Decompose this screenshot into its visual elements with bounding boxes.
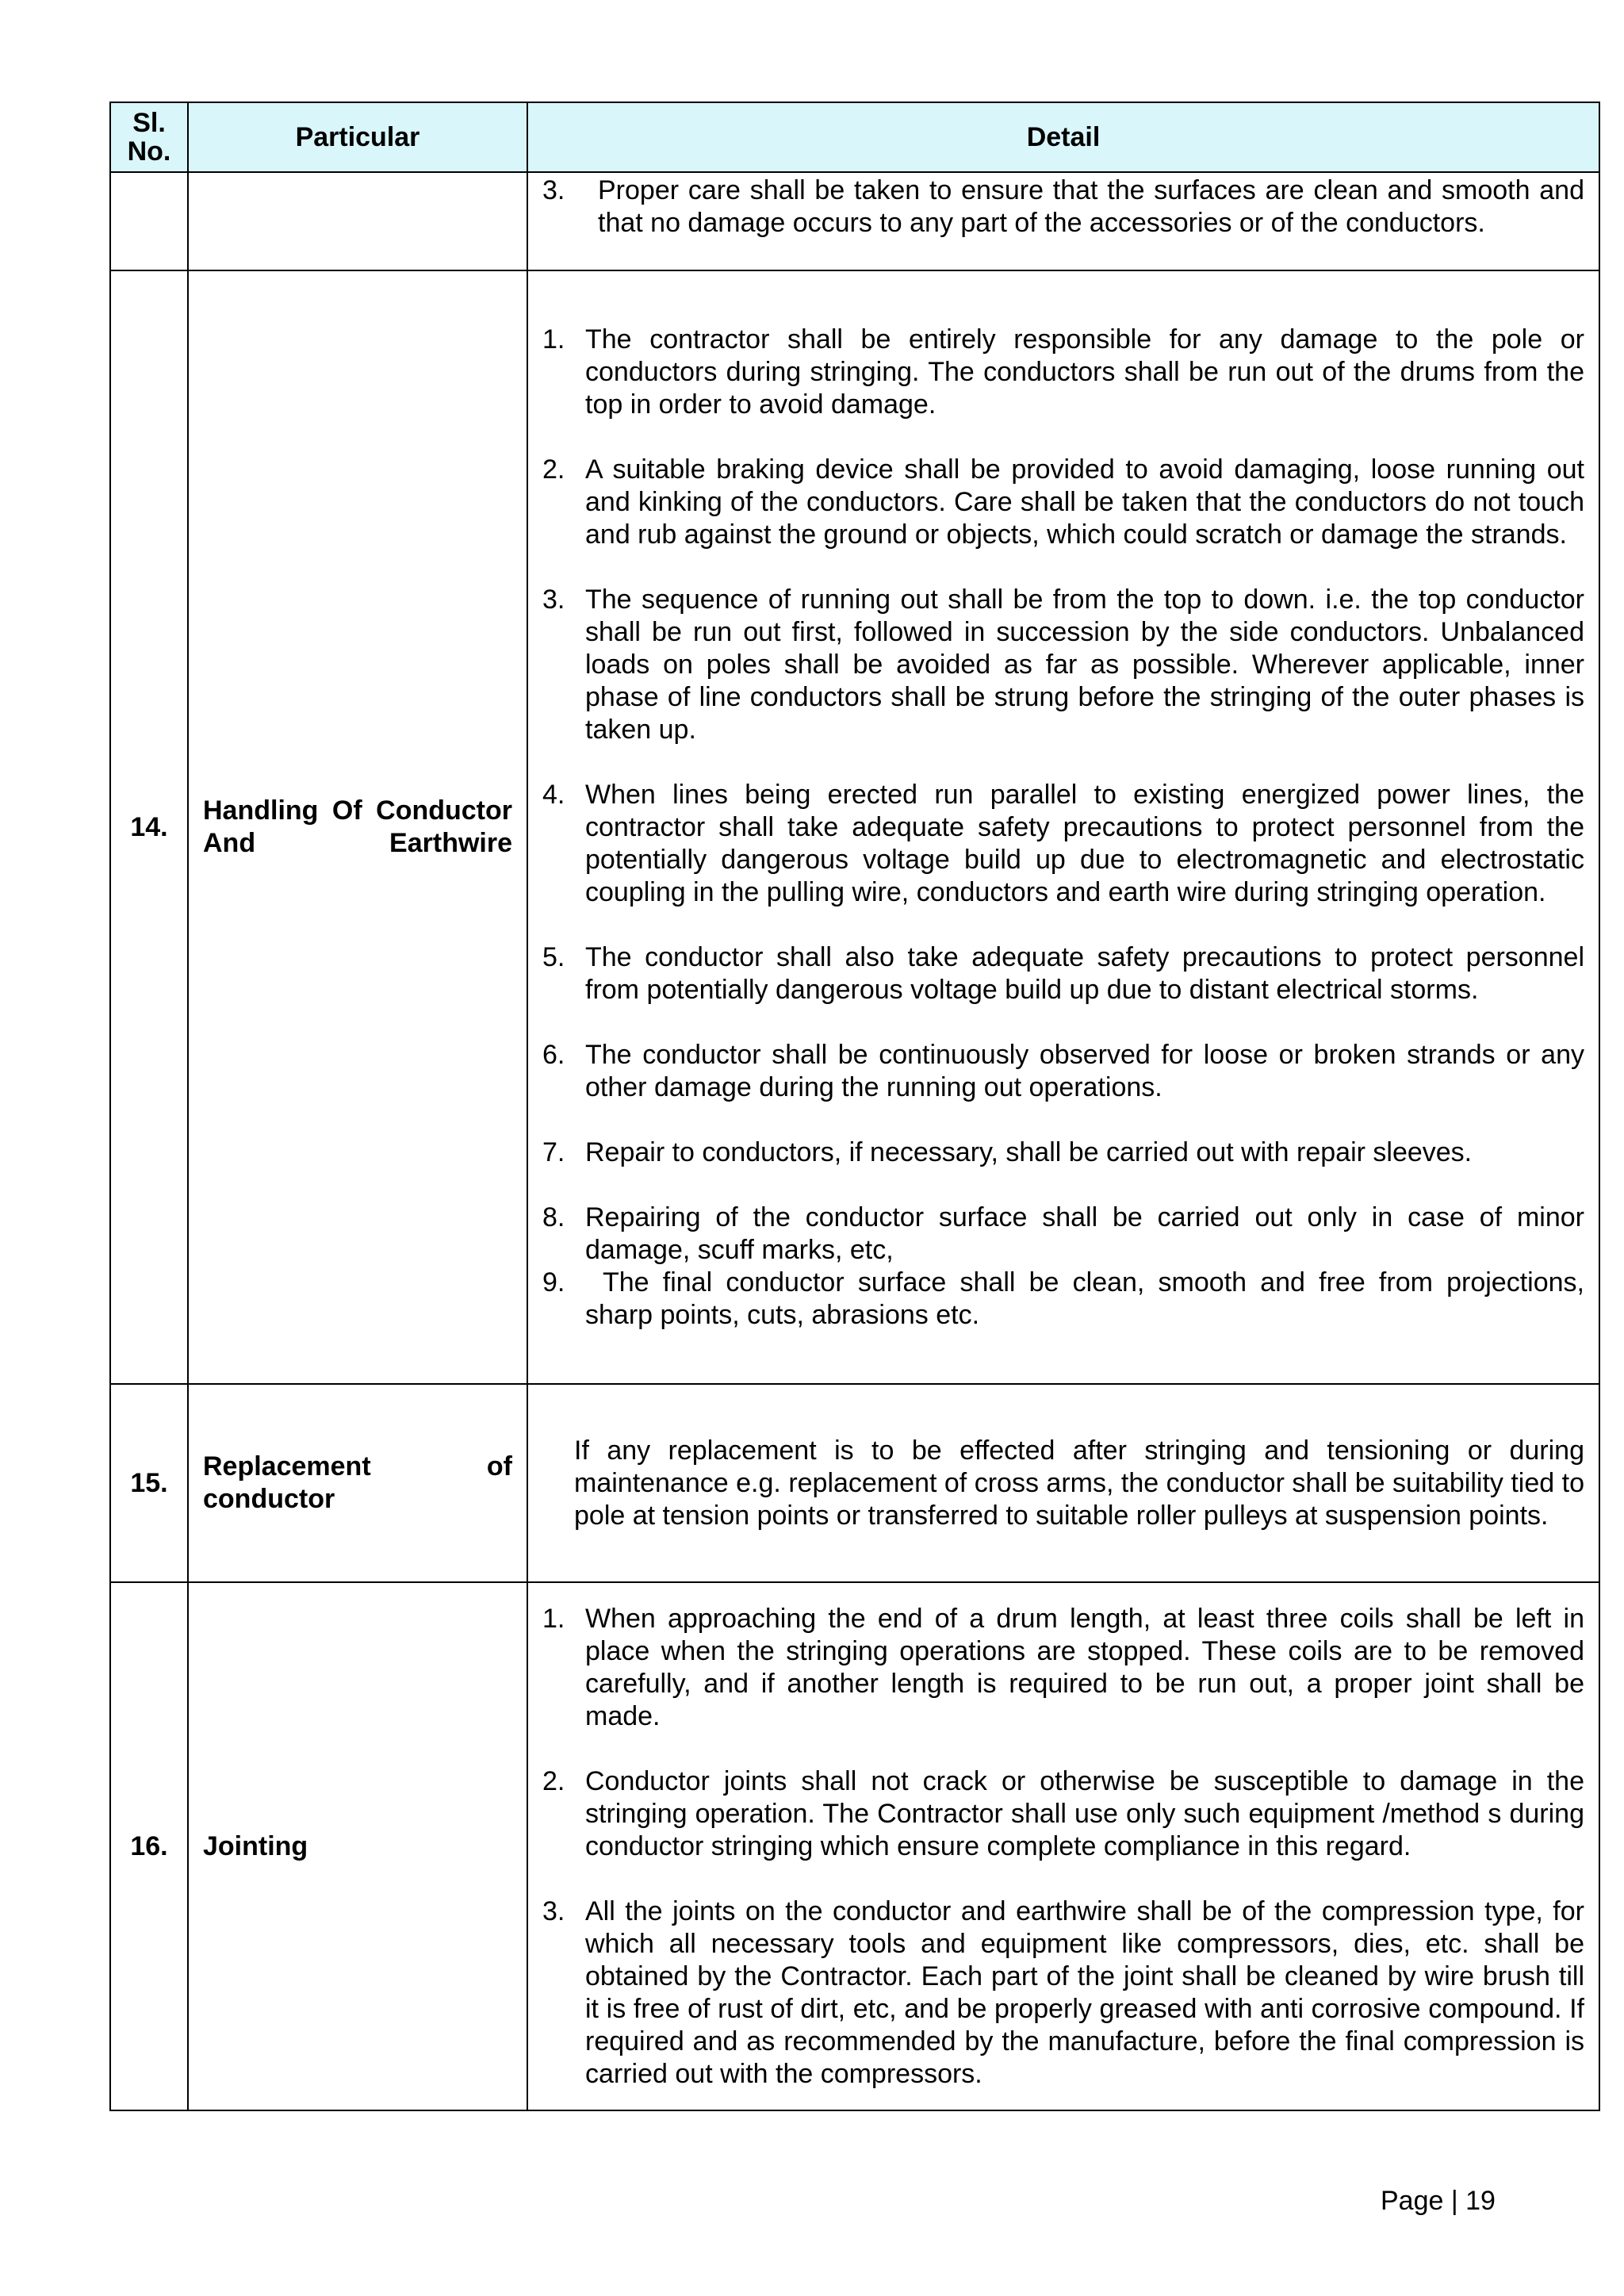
- cell-particular: Handling Of Conductor And Earthwire: [188, 270, 527, 1384]
- list-item: 3. All the joints on the conductor and earthwire shall be of the compression type, for which all necessary tools and equipment like compressors, dies, etc. shall be obtained by the Contractor. Each part of the joint shall be cleaned by wire brush till it is free of rust of dirt, etc, and be properly greased with anti corrosive compound. If required and as recommended by the manufacture, before the final compression is carried out with the compressors.: [542, 1895, 1584, 2089]
- list-item: 1. When approaching the end of a drum length, at least three coils shall be left in place when the stringing operations are stopped. These coils are to be removed carefully, and if another length is required to be run out, a proper joint shall be made.: [542, 1603, 1584, 1731]
- header-sl-no: Sl. No.: [110, 102, 188, 172]
- header-detail: Detail: [527, 102, 1599, 172]
- cell-particular-empty: [188, 172, 527, 270]
- cell-sl-empty: [110, 172, 188, 270]
- list-item: 3. Proper care shall be taken to ensure that the surfaces are clean and smooth and that no damage occurs to any part of the accessories or of the conductors.: [542, 175, 1584, 238]
- table-row-14: [110, 270, 1599, 1384]
- list-item: 7. Repair to conductors, if necessary, shall be carried out with repair sleeves.: [542, 1137, 1473, 1167]
- cell-particular: Replacement of conductor: [188, 1384, 527, 1582]
- list-item: 9. The final conductor surface shall be clean, smooth and free from projections, sharp points, cuts, abrasions etc.: [542, 1267, 1584, 1330]
- table-header-row: [110, 102, 1599, 172]
- specification-table: [109, 102, 1600, 2111]
- list-item: 2. Conductor joints shall not crack or otherwise be susceptible to damage in the stringing operation. The Contractor shall use only such equipment /method s during conductor stringing which ensure complete compliance in this regard.: [542, 1765, 1584, 1861]
- header-particular: Particular: [188, 102, 527, 172]
- cell-sl-no: 14.: [110, 270, 188, 1384]
- detail-list: [542, 174, 1584, 240]
- list-item: 4. When lines being erected run parallel to existing energized power lines, the contractor shall take adequate safety precautions to protect personnel from the potentially dangerous voltage build up due to electromagnetic and electrostatic coupling in the pulling wire, conductors and earth wire during stringing operation.: [542, 779, 1584, 907]
- cell-detail: [527, 172, 1599, 270]
- cell-sl-no: 16.: [110, 1582, 188, 2110]
- cell-detail: [527, 270, 1599, 1384]
- cell-detail: [527, 1384, 1599, 1582]
- table-row-16: [110, 1582, 1599, 2110]
- detail-list: [542, 324, 1584, 1332]
- table-row-15: [110, 1384, 1599, 1582]
- page-number: Page | 19: [1381, 2186, 1496, 2216]
- detail-paragraph: If any replacement is to be effected after stringing and tensioning or during maintenance e.g. replacement of cross arms, the conductor shall be suitability tied to pole at tension points or transferred to suitable roller pulleys at suspension points.: [574, 1435, 1584, 1531]
- list-item: 5. The conductor shall also take adequate safety precautions to protect personnel from potentially dangerous voltage build up due to distant electrical storms.: [542, 941, 1584, 1005]
- table-row-continuation: [110, 172, 1599, 270]
- cell-detail: [527, 1582, 1599, 2110]
- list-item: 3. The sequence of running out shall be from the top to down. i.e. the top conductor shall be run out first, followed in succession by the side conductors. Unbalanced loads on poles shall be avoided as far as possible. Wherever applicable, inner phase of line conductors shall be strung before the stringing of the outer phases is taken up.: [542, 584, 1584, 745]
- cell-sl-no: 15.: [110, 1384, 188, 1582]
- cell-particular: Jointing: [188, 1582, 527, 2110]
- detail-list: [542, 1603, 1584, 2091]
- list-item: 6. The conductor shall be continuously observed for loose or broken strands or any other damage during the running out operations.: [542, 1039, 1584, 1102]
- list-item: 1. The contractor shall be entirely responsible for any damage to the pole or conductors during stringing. The conductors shall be run out of the drums from the top in order to avoid damage.: [542, 324, 1584, 420]
- list-item: 8. Repairing of the conductor surface shall be carried out only in case of minor damage, scuff marks, etc,: [542, 1202, 1584, 1265]
- list-item: 2. A suitable braking device shall be provided to avoid damaging, loose running out and kinking of the conductors. Care shall be taken that the conductors do not touch and rub against the ground or objects, which could scratch or damage the strands.: [542, 454, 1584, 550]
